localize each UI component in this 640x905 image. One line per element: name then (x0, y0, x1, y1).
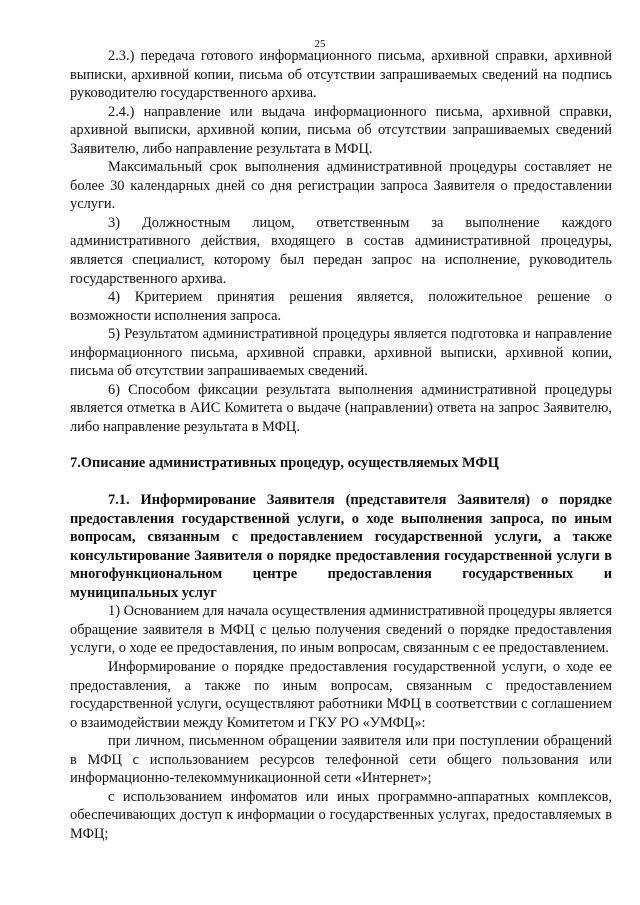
paragraph-responsible-official: 3) Должностным лицом, ответственным за выполнение каждого административного действия, входящего в состав административной процедуры, является специалист, которому был передан запрос на исполнение, руководитель государственного архива. (70, 214, 612, 287)
paragraph-2-3: 2.3.) передача готового информационного письма, архивной справки, архивной выписки, архивной копии, письма об отсутствии запрашиваемых сведений на подпись руководителю государственного архива. (70, 48, 612, 102)
subsection-heading: 7.1. Информирование Заявителя (представителя Заявителя) о порядке предоставления государственной услуги, о ходе выполнения запроса, по иным вопросам, связанным с предоставлением государственной услуги, а также консультирование Заявителя о порядке предоставления государственной услуги в многофункциональном центре предоставления государственных и муниципальных услуг (70, 492, 612, 601)
page-number: 25 (314, 38, 326, 50)
spacer (70, 436, 612, 454)
paragraph-informing: Информирование о порядке предоставления государственной услуги, о ходе ее предоставления, а также по иным вопросам, связанным с предоставлением государственной услуги, осуществляют работники МФЦ в соответствии с соглашением о взаимодействии между Комитетом и ГКУ РО «УМФЦ»: (70, 658, 612, 731)
paragraph-2-4: 2.4.) направление или выдача информационного письма, архивной справки, архивной выписки, архивной копии, письма об отсутствии запрашиваемых сведений Заявителю, либо направление результата в МФЦ. (70, 103, 612, 157)
section-heading: 7.Описание административных процедур, осуществляемых МФЦ (70, 455, 499, 472)
paragraph-personal-appeal: при личном, письменном обращении заявителя или при поступлении обращений в МФЦ с использованием ресурсов телефонной сети общего пользования или информационно-телекоммуникационной сети «Интернет»; (70, 733, 612, 787)
spacer (70, 473, 612, 491)
document-body (70, 47, 612, 843)
paragraph-decision-criterion: 4) Критерием принятия решения является, положительное решение о возможности исполнения запроса. (70, 289, 612, 324)
paragraph-max-term: Максимальный срок выполнения административной процедуры составляет не более 30 календарных дней со дня регистрации запроса Заявителя о предоставлении услуги. (70, 159, 612, 213)
paragraph-basis: 1) Основанием для начала осуществления административной процедуры является обращение заявителя в МФЦ с целью получения сведений о порядке предоставления услуги, о ходе ее предоставления, по иным вопросам, связанным с ее предоставлением. (70, 603, 612, 657)
paragraph-result-fixation: 6) Способом фиксации результата выполнения административной процедуры является отметка в АИС Комитета о выдаче (направлении) ответа на запрос Заявителю, либо направление результата в МФЦ. (70, 381, 612, 435)
paragraph-procedure-result: 5) Результатом административной процедуры является подготовка и направление информационного письма, архивной справки, архивной выписки, архивной копии, письма об отсутствии запрашиваемых сведений. (70, 326, 612, 380)
paragraph-infomats: с использованием инфоматов или иных программно-аппаратных комплексов, обеспечивающих доступ к информации о государственных услугах, предоставляемых в МФЦ; (70, 788, 612, 842)
